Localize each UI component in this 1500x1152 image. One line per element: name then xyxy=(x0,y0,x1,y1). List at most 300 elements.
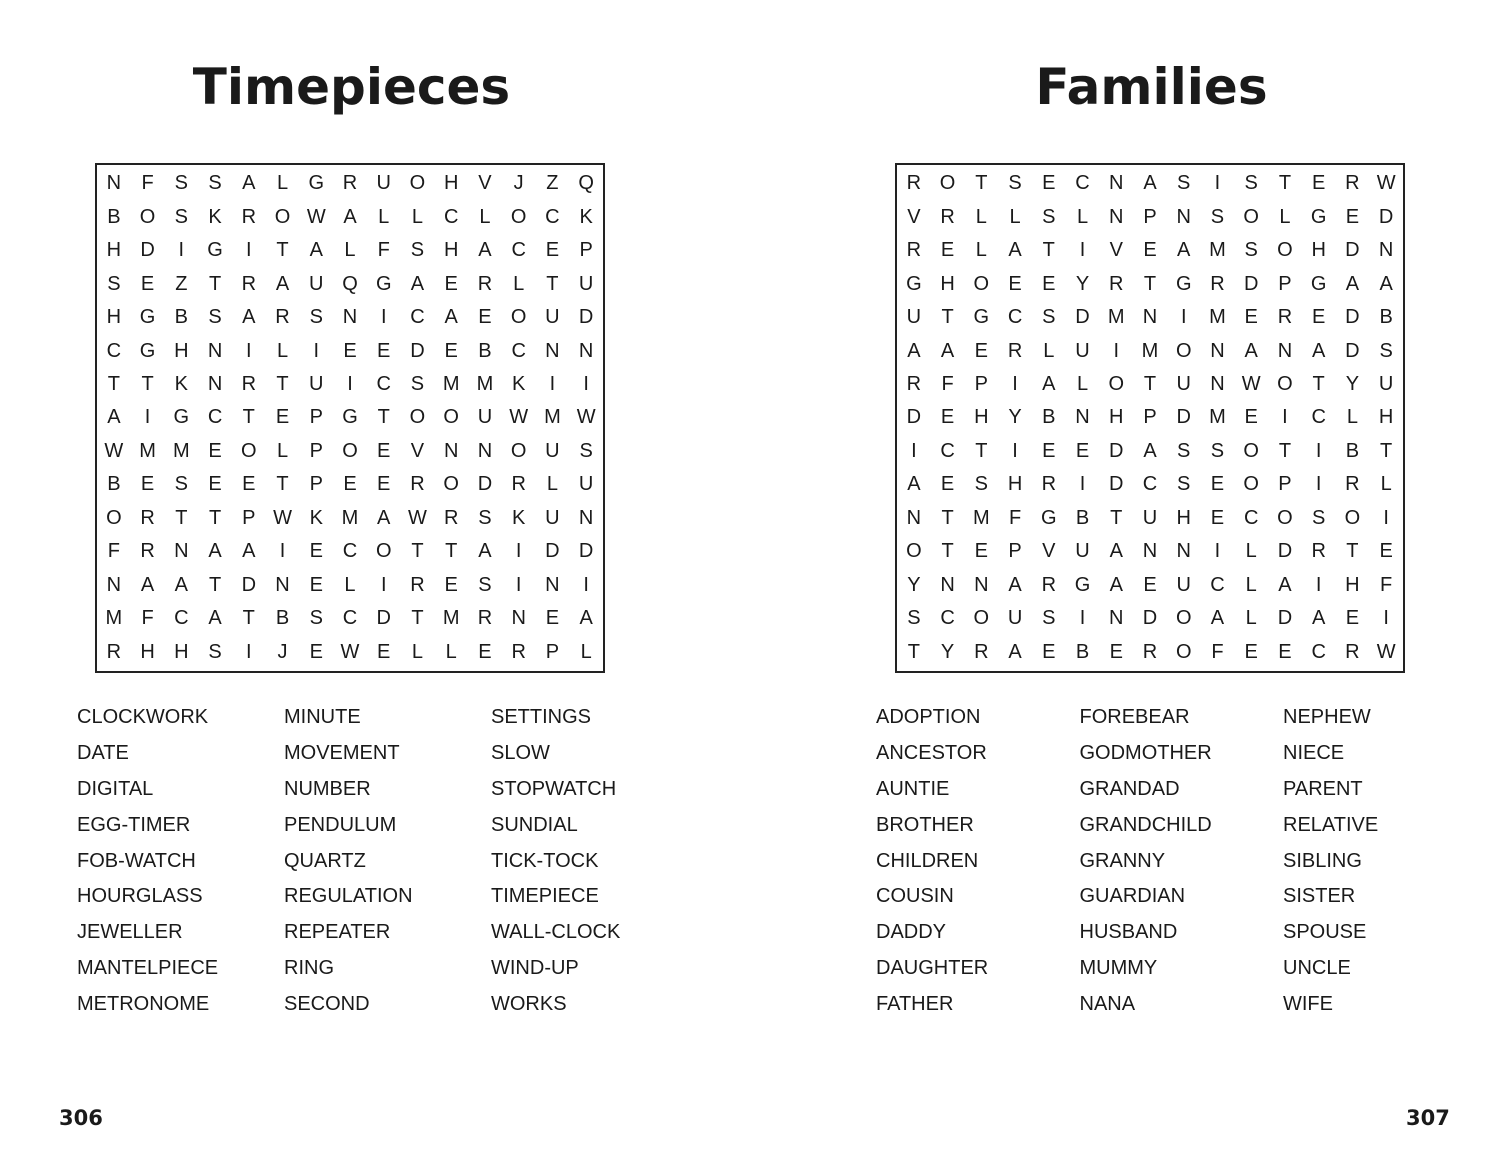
word-list-item: DAUGHTER xyxy=(876,957,989,980)
grid-letter: D xyxy=(1176,406,1191,429)
grid-letter: I xyxy=(347,373,353,396)
grid-letter: L xyxy=(975,205,987,228)
grid-letter: D xyxy=(1378,205,1394,228)
grid-letter: A xyxy=(377,506,391,529)
grid-letter: U xyxy=(1378,373,1394,396)
grid-letter: C xyxy=(1243,506,1259,529)
grid-letter: H xyxy=(174,640,189,663)
grid-letter: S xyxy=(907,607,921,630)
grid-letter: E xyxy=(343,473,357,496)
grid-letter: W xyxy=(509,406,529,429)
grid-letter: N xyxy=(106,573,122,596)
grid-letter: T xyxy=(141,373,154,396)
grid-letter: R xyxy=(1041,473,1057,496)
grid-letter: T xyxy=(941,540,954,563)
word-list-item: MUMMY xyxy=(1079,957,1158,980)
grid-letter: L xyxy=(411,205,424,228)
grid-letter: M xyxy=(172,439,190,462)
grid-letter: O xyxy=(409,172,426,195)
grid-letter: E xyxy=(140,473,155,496)
grid-letter: N xyxy=(545,573,560,596)
grid-letter: G xyxy=(1041,506,1057,529)
grid-letter: O xyxy=(1277,239,1293,262)
grid-letter: N xyxy=(906,506,922,529)
grid-letter: R xyxy=(906,239,922,262)
grid-letter: T xyxy=(975,172,988,195)
grid-letter: B xyxy=(107,473,121,496)
grid-letter: A xyxy=(140,573,155,596)
grid-letter: E xyxy=(1042,172,1056,195)
grid-letter: R xyxy=(275,306,290,329)
word-list-item: REPEATER xyxy=(284,921,391,944)
grid-letter: S xyxy=(174,172,188,195)
grid-letter: K xyxy=(579,205,593,228)
grid-letter: A xyxy=(1109,540,1123,563)
grid-letter: E xyxy=(940,406,955,429)
grid-letter: Y xyxy=(940,640,955,663)
grid-letter: A xyxy=(907,473,921,496)
word-list-item: DIGITAL xyxy=(77,777,154,800)
grid-letter: A xyxy=(478,239,492,262)
grid-letter: L xyxy=(1009,205,1021,228)
grid-letter: U xyxy=(545,439,560,462)
grid-letter: D xyxy=(1345,339,1360,362)
grid-letter: T xyxy=(242,607,255,630)
grid-letter: Q xyxy=(578,172,594,195)
grid-letter: D xyxy=(1277,607,1293,630)
grid-letter: U xyxy=(906,306,922,329)
grid-letter: U xyxy=(309,373,324,396)
grid-letter: C xyxy=(342,607,358,630)
word-list-item: WALL-CLOCK xyxy=(491,921,621,944)
grid-letter: U xyxy=(578,272,594,295)
grid-letter: N xyxy=(940,573,955,596)
word-list-item: GODMOTHER xyxy=(1079,741,1212,764)
grid-letter: A xyxy=(1278,573,1292,596)
word-list-item: NEPHEW xyxy=(1283,706,1371,728)
grid-letter: E xyxy=(343,339,357,362)
grid-letter: R xyxy=(241,272,257,295)
grid-letter: C xyxy=(1311,406,1326,429)
grid-letter: A xyxy=(242,306,256,329)
grid-letter: F xyxy=(141,172,154,195)
grid-letter: U xyxy=(1007,607,1023,630)
grid-letter: E xyxy=(1042,272,1056,295)
grid-letter: P xyxy=(1008,540,1022,563)
grid-letter: I xyxy=(313,339,320,362)
grid-letter: G xyxy=(139,339,156,362)
grid-letter: C xyxy=(376,373,391,396)
grid-letter: E xyxy=(309,573,323,596)
grid-letter: B xyxy=(1075,640,1090,663)
grid-letter: S xyxy=(1042,607,1056,630)
grid-letter: T xyxy=(242,406,255,429)
word-list-item: UNCLE xyxy=(1283,957,1351,980)
grid-letter: C xyxy=(545,205,560,228)
grid-letter: V xyxy=(907,205,921,228)
word-list-item: WIND-UP xyxy=(491,957,579,980)
grid-letter: D xyxy=(1109,439,1124,462)
grid-letter: C xyxy=(1075,172,1090,195)
grid-letter: S xyxy=(579,439,593,462)
grid-letter: S xyxy=(1210,205,1225,228)
grid-letter: T xyxy=(208,506,222,529)
grid-letter: O xyxy=(973,272,990,295)
grid-letter: I xyxy=(1113,339,1120,362)
grid-letter: F xyxy=(1008,506,1022,529)
grid-letter: Y xyxy=(907,573,921,596)
grid-letter: M xyxy=(1141,339,1159,362)
grid-letter: N xyxy=(342,306,358,329)
grid-letter: O xyxy=(443,473,459,496)
grid-letter: G xyxy=(375,272,392,295)
grid-letter: R xyxy=(940,205,955,228)
word-list-item: AUNTIE xyxy=(876,777,950,800)
grid-letter: V xyxy=(478,172,492,195)
grid-letter: M xyxy=(105,607,123,630)
grid-letter: S xyxy=(1177,439,1191,462)
grid-letter: S xyxy=(1177,473,1191,496)
grid-letter: T xyxy=(411,607,424,630)
grid-letter: E xyxy=(140,272,155,295)
grid-letter: A xyxy=(1345,272,1360,295)
grid-letter: K xyxy=(309,506,323,529)
grid-letter: D xyxy=(1109,473,1124,496)
grid-letter: G xyxy=(139,306,156,329)
grid-letter: M xyxy=(1209,406,1226,429)
grid-letter: D xyxy=(1345,239,1360,262)
grid-letter: O xyxy=(939,172,956,195)
word-list-item: RELATIVE xyxy=(1283,813,1379,836)
grid-letter: J xyxy=(513,172,524,195)
grid-letter: I xyxy=(1315,439,1322,462)
grid-letter: A xyxy=(478,540,492,563)
grid-letter: S xyxy=(1244,239,1258,262)
word-list-item: CLOCKWORK xyxy=(77,706,209,728)
grid-letter: R xyxy=(477,272,493,295)
word-list-item: EGG-TIMER xyxy=(77,813,191,836)
word-list-item: MINUTE xyxy=(284,706,361,728)
grid-letter: R xyxy=(1345,172,1360,195)
grid-letter: O xyxy=(1175,640,1192,663)
grid-letter: N xyxy=(443,439,459,462)
word-list-item: NUMBER xyxy=(284,777,371,800)
page-number: 306 xyxy=(59,1106,103,1130)
grid-letter: N xyxy=(1075,406,1090,429)
grid-letter: A xyxy=(1244,339,1258,362)
grid-letter: L xyxy=(276,172,289,195)
grid-letter: T xyxy=(208,573,222,596)
word-list-item: FOREBEAR xyxy=(1079,706,1190,728)
grid-letter: L xyxy=(445,640,457,663)
grid-letter: R xyxy=(140,540,155,563)
grid-letter: M xyxy=(341,506,359,529)
grid-letter: T xyxy=(175,506,188,529)
grid-letter: I xyxy=(1079,239,1086,262)
grid-letter: B xyxy=(107,205,121,228)
grid-letter: Y xyxy=(1075,272,1090,295)
grid-letter: O xyxy=(409,406,426,429)
grid-letter: E xyxy=(1210,473,1225,496)
grid-letter: C xyxy=(1007,306,1023,329)
grid-letter: F xyxy=(1211,640,1224,663)
grid-letter: E xyxy=(1379,540,1393,563)
grid-letter: S xyxy=(974,473,988,496)
grid-letter: R xyxy=(241,205,257,228)
grid-letter: H xyxy=(174,339,189,362)
grid-letter: L xyxy=(411,640,424,663)
grid-letter: M xyxy=(442,373,460,396)
grid-letter: E xyxy=(974,540,988,563)
word-list-families xyxy=(876,703,1487,1026)
page-number: 307 xyxy=(1406,1106,1450,1130)
grid-letter: P xyxy=(1278,272,1292,295)
word-list-item: PARENT xyxy=(1283,777,1363,800)
grid-letter: C xyxy=(1210,573,1225,596)
grid-letter: U xyxy=(1075,540,1090,563)
grid-letter: T xyxy=(907,640,920,663)
grid-letter: L xyxy=(580,640,592,663)
grid-letter: H xyxy=(1007,473,1023,496)
grid-letter: A xyxy=(242,540,256,563)
grid-letter: R xyxy=(1345,640,1360,663)
grid-letter: G xyxy=(1175,272,1192,295)
grid-letter: N xyxy=(1176,540,1191,563)
grid-letter: W xyxy=(1376,172,1396,195)
grid-letter: S xyxy=(208,640,222,663)
grid-letter: W xyxy=(1376,640,1396,663)
grid-letter: O xyxy=(906,540,922,563)
grid-letter: E xyxy=(309,640,323,663)
word-list-item: GUARDIAN xyxy=(1079,885,1186,908)
right-page xyxy=(750,0,1500,1152)
grid-letter: S xyxy=(1210,439,1225,462)
grid-letter: G xyxy=(1310,205,1327,228)
grid-letter: I xyxy=(1079,607,1086,630)
grid-letter: V xyxy=(1042,540,1056,563)
grid-letter: E xyxy=(1075,439,1090,462)
grid-letter: R xyxy=(1007,339,1023,362)
word-list-item: WORKS xyxy=(491,993,567,1016)
grid-letter: I xyxy=(549,373,556,396)
grid-letter: A xyxy=(1379,272,1393,295)
grid-letter: E xyxy=(1345,205,1360,228)
grid-letter: S xyxy=(1177,172,1191,195)
grid-letter: H xyxy=(443,172,459,195)
word-list-item: PENDULUM xyxy=(284,813,397,836)
grid-letter: I xyxy=(583,373,589,396)
grid-letter: I xyxy=(246,640,252,663)
grid-letter: O xyxy=(106,506,122,529)
grid-letter: W xyxy=(1241,373,1261,396)
grid-letter: F xyxy=(1380,573,1393,596)
word-list-item: GRANNY xyxy=(1079,849,1166,872)
grid-letter: F xyxy=(107,540,120,563)
grid-letter: D xyxy=(578,540,594,563)
grid-letter: P xyxy=(545,640,560,663)
word-list-item: GRANDCHILD xyxy=(1079,813,1212,836)
grid-letter: L xyxy=(378,205,390,228)
grid-letter: T xyxy=(1346,540,1359,563)
grid-letter: U xyxy=(578,473,594,496)
grid-letter: O xyxy=(274,205,291,228)
grid-letter: B xyxy=(1379,306,1393,329)
grid-letter: U xyxy=(545,306,560,329)
word-list-item: FATHER xyxy=(876,993,954,1016)
grid-letter: A xyxy=(309,239,323,262)
grid-letter: S xyxy=(1379,339,1393,362)
grid-letter: C xyxy=(511,239,526,262)
grid-letter: A xyxy=(1143,439,1157,462)
grid-letter: E xyxy=(309,540,323,563)
grid-letter: S xyxy=(1244,172,1258,195)
grid-letter: W xyxy=(408,506,427,529)
grid-letter: A xyxy=(208,607,222,630)
word-list-item: GRANDAD xyxy=(1079,777,1180,800)
grid-letter: O xyxy=(1243,473,1259,496)
grid-letter: T xyxy=(276,239,289,262)
grid-letter: E xyxy=(377,640,391,663)
grid-letter: O xyxy=(1108,373,1125,396)
grid-letter: S xyxy=(174,473,188,496)
grid-letter: D xyxy=(545,540,560,563)
grid-letter: R xyxy=(906,373,922,396)
grid-letter: S xyxy=(410,239,425,262)
grid-letter: C xyxy=(342,540,358,563)
grid-letter: U xyxy=(477,406,493,429)
word-list-item: DATE xyxy=(77,741,129,764)
grid-letter: H xyxy=(1378,406,1394,429)
grid-letter: E xyxy=(444,573,458,596)
grid-letter: T xyxy=(276,473,289,496)
grid-letter: E xyxy=(1244,306,1258,329)
grid-letter: G xyxy=(308,172,325,195)
grid-letter: P xyxy=(1143,205,1157,228)
grid-letter: A xyxy=(1311,339,1326,362)
word-list-item: WIFE xyxy=(1283,993,1333,1016)
grid-letter: L xyxy=(1245,573,1257,596)
grid-letter: N xyxy=(511,607,526,630)
grid-letter: R xyxy=(241,373,257,396)
grid-letter: M xyxy=(544,406,561,429)
grid-letter: W xyxy=(576,406,596,429)
grid-letter: P xyxy=(242,506,256,529)
grid-letter: A xyxy=(275,272,290,295)
grid-letter: K xyxy=(511,506,526,529)
grid-letter: N xyxy=(974,573,989,596)
grid-letter: H xyxy=(443,239,459,262)
grid-letter: H xyxy=(940,272,955,295)
grid-letter: S xyxy=(309,607,323,630)
grid-letter: U xyxy=(1075,339,1090,362)
grid-letter: S xyxy=(478,573,492,596)
grid-letter: C xyxy=(940,439,955,462)
grid-letter: M xyxy=(139,439,156,462)
grid-letter: O xyxy=(375,540,392,563)
grid-letter: N xyxy=(174,540,189,563)
grid-letter: O xyxy=(1277,373,1293,396)
grid-letter: E xyxy=(1311,306,1326,329)
word-list-item: QUARTZ xyxy=(284,849,366,872)
grid-letter: L xyxy=(1043,339,1055,362)
grid-letter: O xyxy=(1175,339,1192,362)
grid-letter: T xyxy=(445,540,458,563)
word-list-item: STOPWATCH xyxy=(491,777,617,800)
grid-letter: T xyxy=(1312,373,1325,396)
grid-letter: D xyxy=(1075,306,1090,329)
grid-letter: B xyxy=(1042,406,1056,429)
grid-letter: E xyxy=(1143,573,1157,596)
grid-letter: I xyxy=(1079,473,1086,496)
grid-letter: I xyxy=(583,573,589,596)
grid-letter: R xyxy=(140,506,155,529)
grid-letter: S xyxy=(410,373,425,396)
puzzle-title-timepieces: Timepieces xyxy=(192,58,511,116)
word-list-timepieces xyxy=(77,703,698,1026)
grid-letter: Y xyxy=(1008,406,1022,429)
grid-letter: L xyxy=(344,239,356,262)
grid-letter: N xyxy=(1109,205,1124,228)
word-list-item: RING xyxy=(284,957,334,980)
grid-letter: A xyxy=(242,172,256,195)
grid-letter: D xyxy=(140,239,155,262)
grid-letter: D xyxy=(1345,306,1360,329)
grid-letter: O xyxy=(1344,506,1361,529)
word-list-item: SLOW xyxy=(491,741,550,764)
grid-letter: E xyxy=(208,473,222,496)
grid-letter: I xyxy=(1282,406,1288,429)
grid-letter: E xyxy=(974,339,988,362)
grid-letter: U xyxy=(1176,573,1191,596)
grid-letter: H xyxy=(974,406,989,429)
grid-letter: L xyxy=(975,239,987,262)
grid-letter: E xyxy=(478,640,492,663)
grid-letter: W xyxy=(104,439,124,462)
grid-letter: R xyxy=(1109,272,1124,295)
grid-letter: O xyxy=(139,205,156,228)
grid-letter: R xyxy=(1210,272,1225,295)
grid-letter: A xyxy=(343,205,357,228)
grid-letter: R xyxy=(1041,573,1057,596)
grid-letter: K xyxy=(511,373,526,396)
grid-letter: O xyxy=(1243,205,1259,228)
grid-letter: M xyxy=(972,506,990,529)
grid-letter: T xyxy=(1143,272,1157,295)
grid-letter: H xyxy=(1176,506,1191,529)
grid-letter: E xyxy=(377,473,391,496)
grid-letter: H xyxy=(1311,239,1326,262)
grid-letter: E xyxy=(1008,272,1022,295)
grid-letter: C xyxy=(1142,473,1158,496)
grid-letter: D xyxy=(1277,540,1293,563)
grid-letter: E xyxy=(1244,406,1258,429)
grid-letter: I xyxy=(380,306,387,329)
word-list-item: SECOND xyxy=(284,993,370,1016)
grid-letter: H xyxy=(1345,573,1360,596)
word-list-item: BROTHER xyxy=(876,813,974,836)
grid-letter: E xyxy=(545,607,560,630)
grid-letter: C xyxy=(106,339,122,362)
grid-letter: C xyxy=(207,406,223,429)
grid-letter: E xyxy=(1109,640,1123,663)
grid-letter: V xyxy=(1109,239,1123,262)
grid-letter: T xyxy=(411,540,424,563)
grid-letter: D xyxy=(1142,607,1158,630)
grid-letter: R xyxy=(1277,306,1293,329)
grid-letter: P xyxy=(309,473,323,496)
grid-letter: K xyxy=(174,373,188,396)
grid-letter: A xyxy=(444,306,458,329)
